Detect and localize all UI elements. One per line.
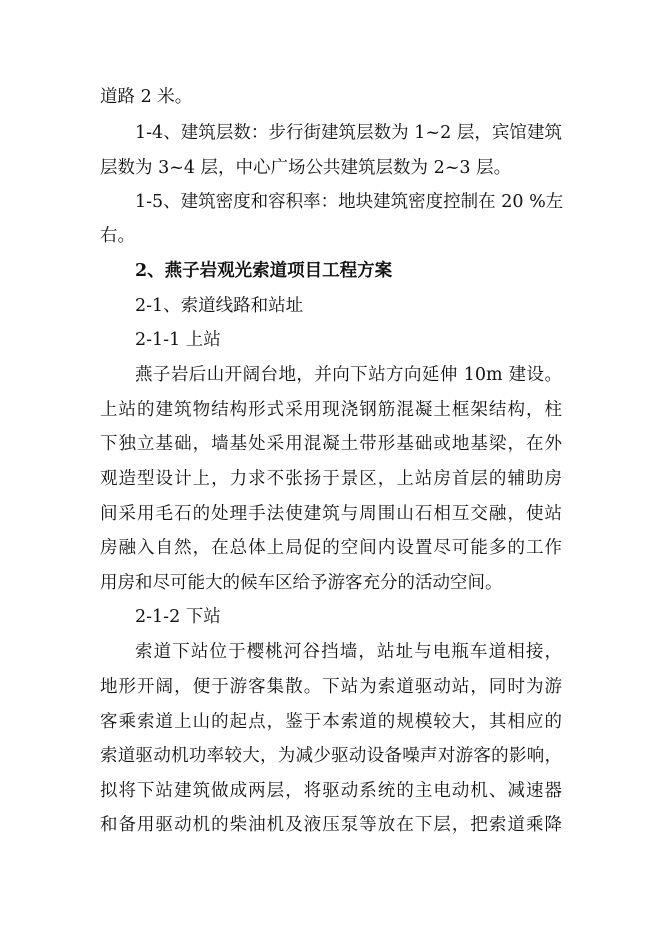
subsection-heading: 2-1-1 上站 — [135, 330, 221, 350]
text-line: 1-4、建筑层数：步行街建筑层数为 1~2 层，宾馆建筑 — [135, 123, 562, 143]
text-line: 拟将下站建筑做成两层，将驱动系统的主电动机、减速器 — [100, 781, 562, 801]
text-line: 层数为 3~4 层，中心广场公共建筑层数为 2~3 层。 — [100, 158, 512, 178]
text-line: 地形开阔，便于游客集散。下站为索道驱动站，同时为游 — [100, 677, 562, 697]
text-line: 间采用毛石的处理手法使建筑与周围山石相互交融，使站 — [100, 504, 562, 524]
text-line: 用房和尽可能大的候车区给予游客充分的活动空间。 — [100, 573, 503, 593]
text-line: 燕子岩后山开阔台地，并向下站方向延伸 10m 建设。 — [135, 365, 562, 385]
text-line: 观造型设计上，力求不张扬于景区，上站房首层的辅助房 — [100, 469, 562, 489]
subsection-heading: 2-1-2 下站 — [135, 607, 221, 627]
subsection-heading: 2-1、索道线路和站址 — [135, 296, 304, 316]
text-line: 1-5、建筑密度和容积率：地块建筑密度控制在 20 %左 — [135, 192, 564, 212]
text-line: 索道下站位于樱桃河谷挡墙，站址与电瓶车道相接， — [135, 642, 562, 662]
text-line: 上站的建筑物结构形式采用现浇钢筋混凝土框架结构，柱 — [100, 400, 562, 420]
text-line: 下独立基础，墙基处采用混凝土带形基础或地基梁，在外 — [100, 434, 562, 454]
text-line: 右。 — [100, 226, 135, 246]
text-line: 道路 2 米。 — [100, 87, 193, 107]
text-line: 索道驱动机功率较大，为减少驱动设备噪声对游客的影响， — [100, 746, 562, 766]
text-line: 房融入自然，在总体上局促的空间内设置尽可能多的工作 — [100, 538, 562, 558]
text-line: 客乘索道上山的起点，鉴于本索道的规模较大，其相应的 — [100, 712, 562, 732]
section-heading: 2、燕子岩观光索道项目工程方案 — [135, 261, 393, 281]
text-line: 和备用驱动机的柴油机及液压泵等放在下层，把索道乘降 — [100, 815, 562, 835]
